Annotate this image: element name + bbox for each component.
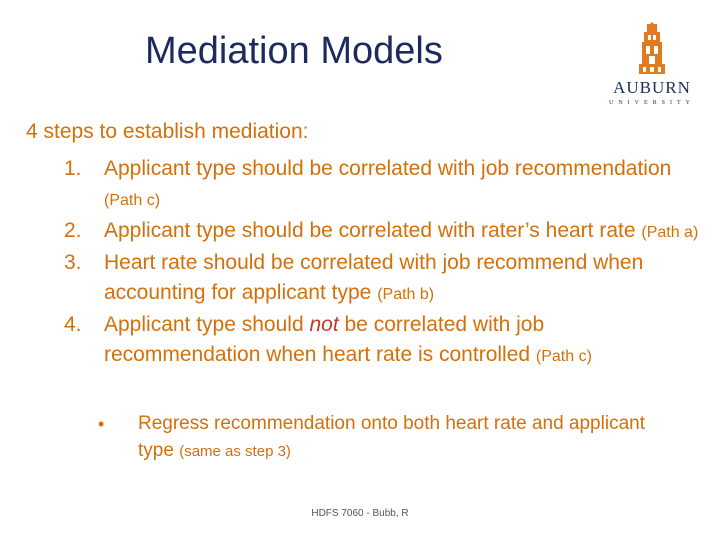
- intro-text: 4 steps to establish mediation:: [26, 120, 309, 143]
- auburn-logo: [604, 22, 700, 114]
- steps-list: [64, 154, 704, 372]
- logo-wordmark: AUBURN: [613, 78, 691, 97]
- step-number: 2.: [64, 219, 82, 242]
- step-text: Applicant type should be correlated with rater’s heart rate: [104, 219, 642, 242]
- step-item: [64, 310, 704, 372]
- slide-title: Mediation Models: [145, 30, 443, 72]
- step-text: be correlated with job recommendation when heart rate is controlled: [104, 313, 545, 366]
- step-item: [64, 154, 704, 216]
- step-number: 4.: [64, 313, 82, 336]
- path-label: (Path c): [104, 192, 161, 209]
- path-label: (Path c): [535, 348, 592, 365]
- step-text: Heart rate should be correlated with job recommend when accounting for applicant type: [104, 251, 644, 304]
- path-label: (Path b): [377, 286, 435, 303]
- step-item: [64, 248, 704, 310]
- bullet-icon: •: [98, 414, 105, 434]
- path-label: (Path a): [641, 224, 699, 241]
- step-item: [64, 216, 704, 248]
- sub-bullet-note: (same as step 3): [179, 443, 291, 460]
- tower-icon: [638, 22, 666, 78]
- sub-bullet-main: Regress recommendation onto both heart rate and applicant type: [138, 413, 645, 461]
- step-text: Applicant type should be correlated with job recommendation: [104, 157, 672, 180]
- step-number: 1.: [64, 157, 82, 180]
- footer-text: HDFS 7060 - Bubb, R: [311, 508, 409, 519]
- step-number: 3.: [64, 251, 82, 274]
- logo-subtitle: UNIVERSITY: [609, 100, 695, 106]
- step-text: Applicant type should: [104, 313, 310, 336]
- sub-bullet-text: [138, 410, 658, 465]
- emphasis-not: not: [309, 313, 339, 336]
